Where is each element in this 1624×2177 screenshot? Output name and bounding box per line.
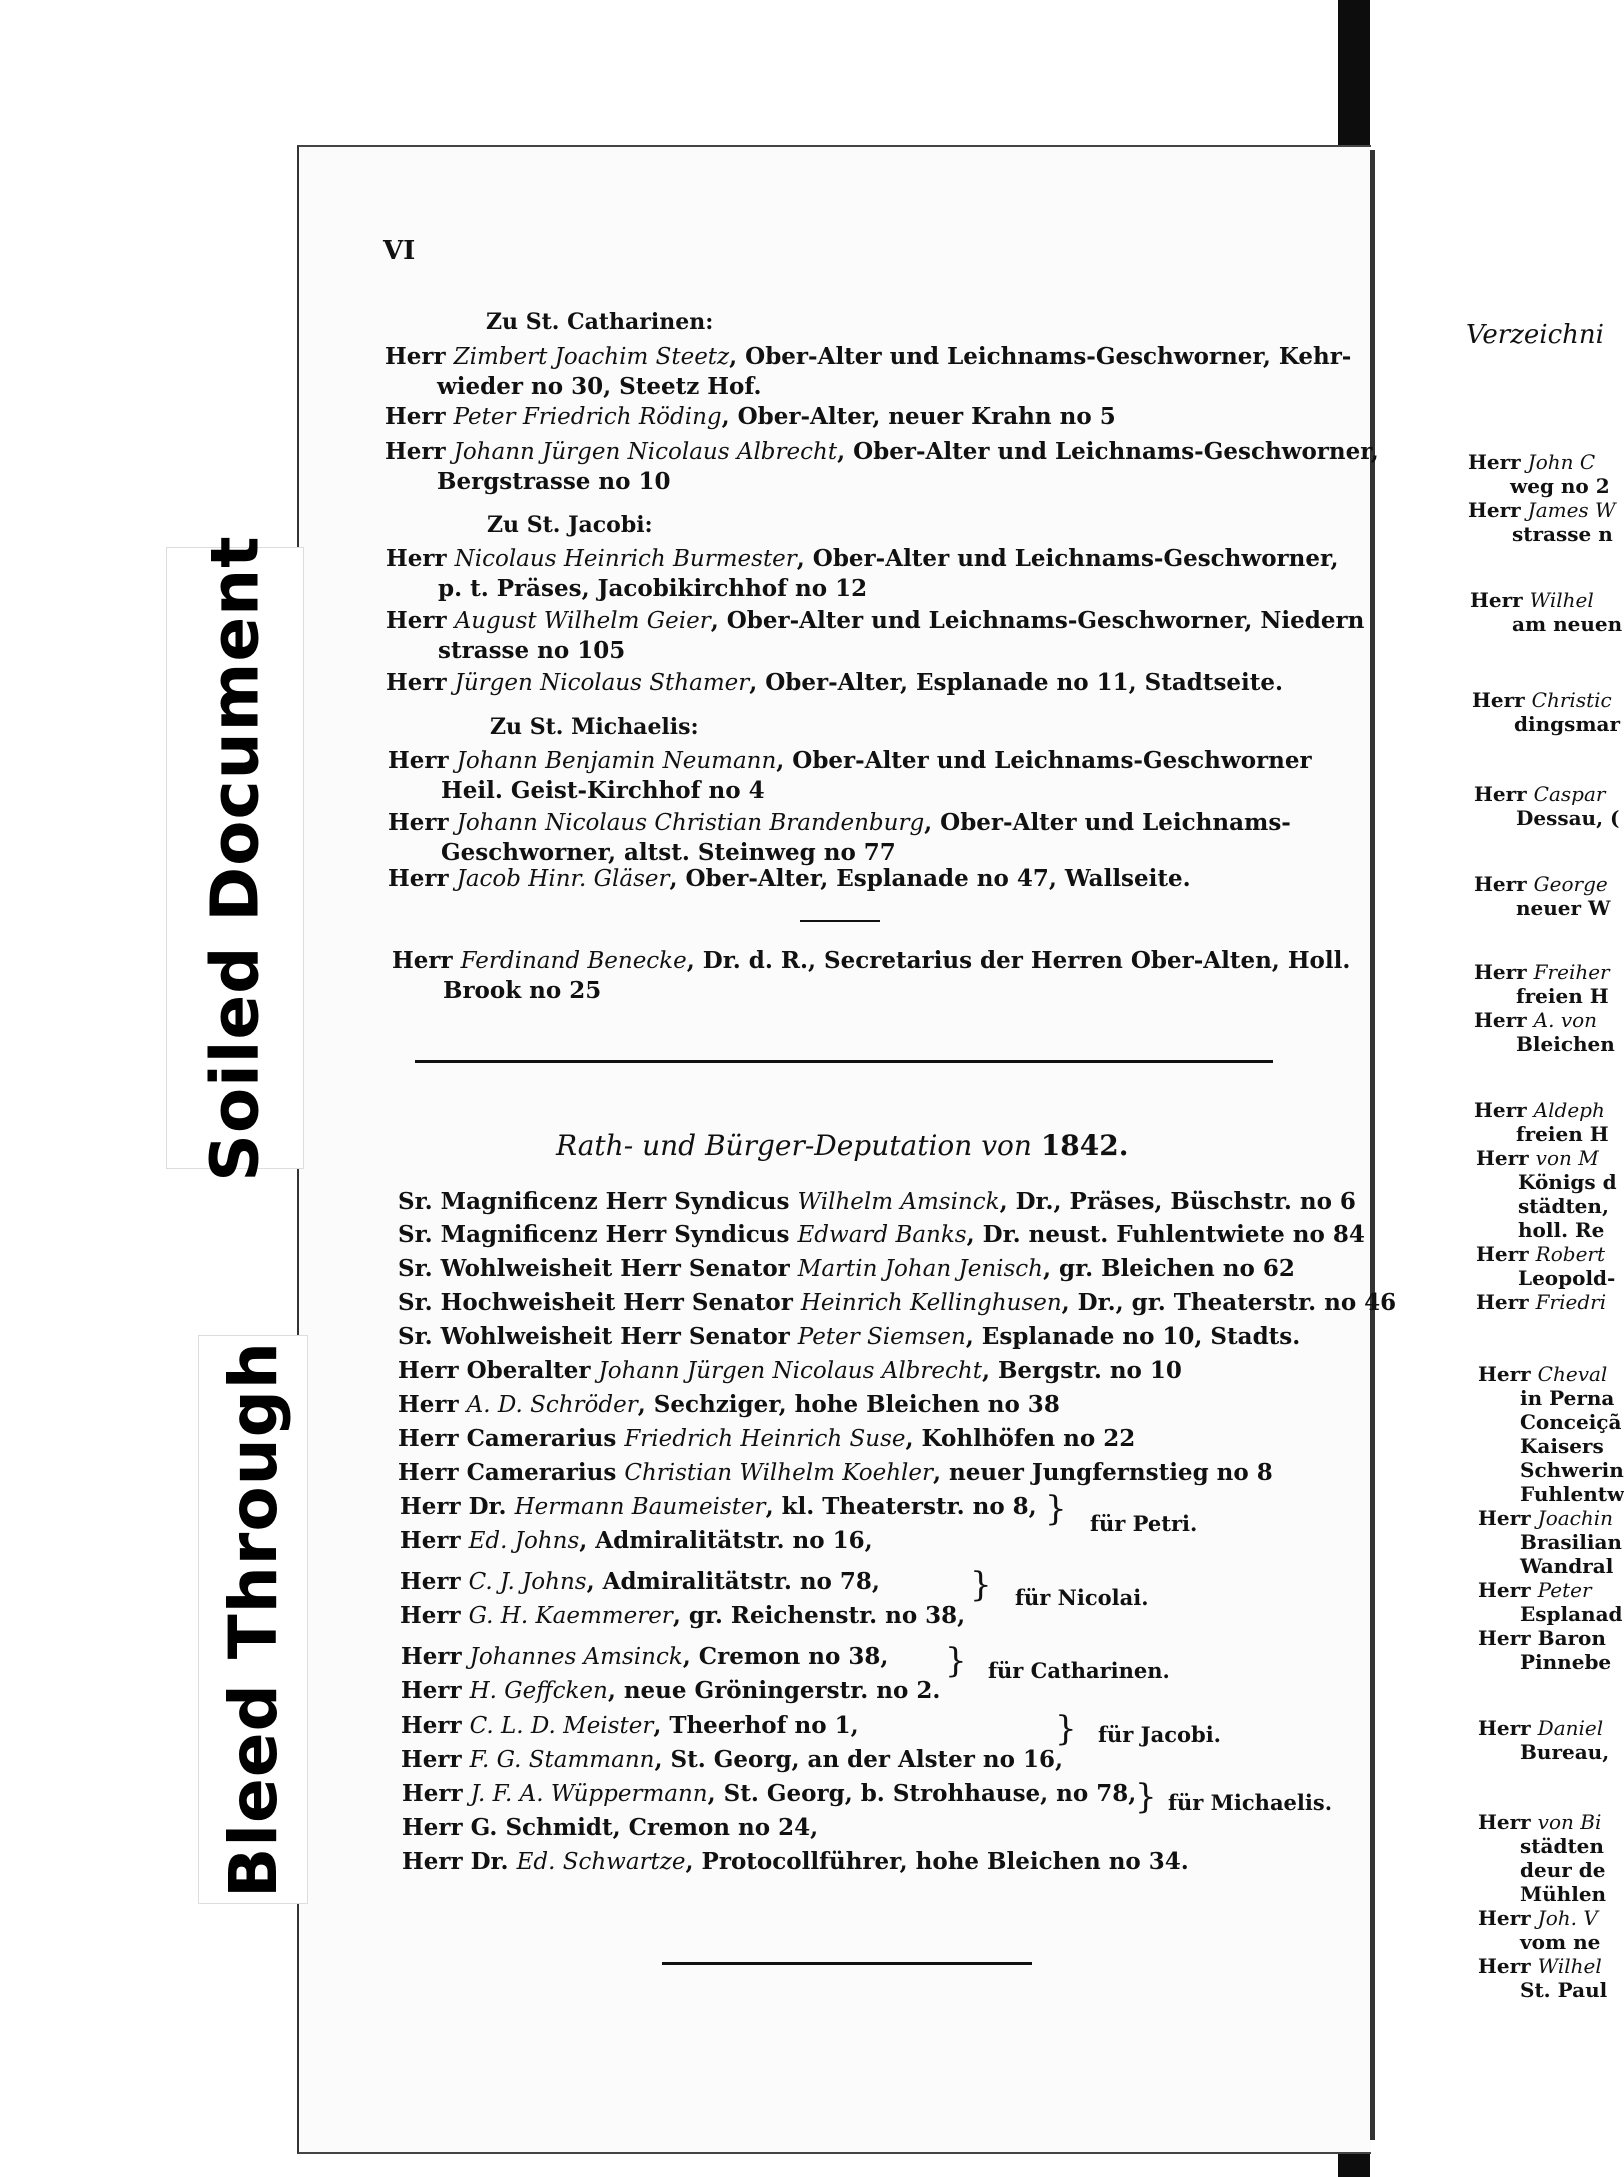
- entry-line-cont: Geschworner, altst. Steinweg no 77: [441, 839, 896, 866]
- right-fragment: Königs d: [1518, 1170, 1617, 1194]
- entry-line-cont: Heil. Geist-Kirchhof no 4: [441, 777, 765, 804]
- right-fragment: holl. Re: [1518, 1218, 1605, 1242]
- group-brace: }: [945, 1641, 967, 1681]
- right-fragment: neuer W: [1516, 896, 1611, 920]
- deputation-row: Sr. Hochweisheit Herr Senator Heinrich Kellinghusen, Dr., gr. Theaterstr. no 46: [398, 1289, 1397, 1316]
- right-fragment: Herr John C: [1468, 450, 1596, 474]
- deputation-row: Herr G. H. Kaemmerer, gr. Reichenstr. no 38,: [400, 1602, 966, 1629]
- group-label-nicolai: für Nicolai.: [1015, 1585, 1149, 1610]
- right-fragment: Brasilian: [1520, 1530, 1622, 1554]
- group-label-michaelis: für Michaelis.: [1168, 1790, 1333, 1815]
- right-fragment: Herr Peter: [1478, 1578, 1592, 1602]
- right-fragment: Bleichen: [1516, 1032, 1615, 1056]
- entry-line: Herr Jacob Hinr. Gläser, Ober-Alter, Esplanade no 47, Wallseite.: [388, 865, 1191, 892]
- entry-line: Herr Johann Nicolaus Christian Brandenburg, Ober-Alter und Leichnams-: [388, 809, 1291, 836]
- deputation-row: Herr Dr. Ed. Schwartze, Protocollführer, hohe Bleichen no 34.: [402, 1848, 1189, 1875]
- group-brace: }: [970, 1565, 992, 1605]
- deputation-row: Herr C. J. Johns, Admiralitätstr. no 78,: [400, 1568, 880, 1595]
- right-fragment: Fuhlentw: [1520, 1482, 1624, 1506]
- right-fragment: Schwerin: [1520, 1458, 1624, 1482]
- deputation-row: Sr. Wohlweisheit Herr Senator Peter Siemsen, Esplanade no 10, Stadts.: [398, 1323, 1301, 1350]
- right-fragment: Herr Joh. V: [1478, 1906, 1598, 1930]
- right-fragment: Bureau,: [1520, 1740, 1610, 1764]
- right-fragment: Herr Aldeph: [1474, 1098, 1605, 1122]
- right-fragment: Dessau, (: [1516, 806, 1620, 830]
- right-fragment: Herr Friedri: [1476, 1290, 1607, 1314]
- secretary-line-cont: Brook no 25: [443, 977, 602, 1004]
- right-fragment: St. Paul: [1520, 1978, 1608, 2002]
- section-heading-michaelis: Zu St. Michaelis:: [490, 714, 699, 740]
- right-fragment: deur de: [1520, 1858, 1606, 1882]
- entry-line-cont: wieder no 30, Steetz Hof.: [437, 373, 762, 400]
- right-fragment: Wandral: [1520, 1554, 1614, 1578]
- entry-line-cont: p. t. Präses, Jacobikirchhof no 12: [438, 575, 868, 602]
- deputation-row: Herr F. G. Stammann, St. Georg, an der Alster no 16,: [401, 1746, 1064, 1773]
- deputation-heading: Rath- und Bürger-Deputation von 1842.: [556, 1129, 1129, 1162]
- right-fragment: dingsmar: [1514, 712, 1621, 736]
- entry-line-cont: Bergstrasse no 10: [437, 468, 671, 495]
- deputation-row: Herr J. F. A. Wüppermann, St. Georg, b. Strohhause, no 78,: [402, 1780, 1137, 1807]
- short-divider: [800, 920, 880, 922]
- right-fragment: weg no 2: [1510, 474, 1610, 498]
- deputation-row: Sr. Magnificenz Herr Syndicus Wilhelm Amsinck, Dr., Präses, Büschstr. no 6: [398, 1188, 1356, 1215]
- right-fragment: am neuen: [1512, 612, 1623, 636]
- bleed-through-label: Bleed Through: [198, 1335, 308, 1904]
- right-fragment: Leopold-: [1518, 1266, 1616, 1290]
- section-heading-jacobi: Zu St. Jacobi:: [487, 512, 653, 538]
- deputation-row: Herr C. L. D. Meister, Theerhof no 1,: [401, 1712, 859, 1739]
- deputation-row: Herr A. D. Schröder, Sechziger, hohe Bleichen no 38: [398, 1391, 1060, 1418]
- right-fragment: vom ne: [1520, 1930, 1601, 1954]
- right-fragment: Herr Daniel: [1478, 1716, 1604, 1740]
- deputation-row: Herr Johannes Amsinck, Cremon no 38,: [401, 1643, 889, 1670]
- entry-line: Herr August Wilhelm Geier, Ober-Alter und Leichnams-Geschworner, Niedern: [386, 607, 1365, 634]
- deputation-row: Herr Ed. Johns, Admiralitätstr. no 16,: [400, 1527, 873, 1554]
- right-fragment: Esplanad: [1520, 1602, 1623, 1626]
- right-fragment: Conceiçã: [1520, 1410, 1622, 1434]
- right-fragment: Herr A. von: [1474, 1008, 1598, 1032]
- entry-line: Herr Zimbert Joachim Steetz, Ober-Alter und Leichnams-Geschworner, Kehr-: [385, 343, 1352, 370]
- right-fragment: Herr Freiher: [1474, 960, 1610, 984]
- deputation-row: Sr. Wohlweisheit Herr Senator Martin Johan Jenisch, gr. Bleichen no 62: [398, 1255, 1295, 1282]
- right-fragment: freien H: [1516, 1122, 1609, 1146]
- group-brace: }: [1055, 1709, 1077, 1749]
- right-fragment: Mühlen: [1520, 1882, 1607, 1906]
- entry-line-cont: strasse no 105: [438, 637, 626, 664]
- deputation-row: Herr Camerarius Friedrich Heinrich Suse, Kohlhöfen no 22: [398, 1425, 1136, 1452]
- group-label-jacobi: für Jacobi.: [1098, 1722, 1221, 1747]
- deputation-row: Sr. Magnificenz Herr Syndicus Edward Banks, Dr. neust. Fuhlentwiete no 84: [398, 1221, 1365, 1248]
- secretary-line: Herr Ferdinand Benecke, Dr. d. R., Secretarius der Herren Ober-Alten, Holl.: [392, 947, 1351, 974]
- right-fragment: Herr Baron: [1478, 1626, 1606, 1650]
- right-fragment: Herr Wilhel: [1470, 588, 1594, 612]
- deputation-row: Herr Oberalter Johann Jürgen Nicolaus Albrecht, Bergstr. no 10: [398, 1357, 1182, 1384]
- entry-line: Herr Nicolaus Heinrich Burmester, Ober-Alter und Leichnams-Geschworner,: [386, 545, 1339, 572]
- entry-line: Herr Peter Friedrich Röding, Ober-Alter, neuer Krahn no 5: [385, 403, 1116, 430]
- right-fragment: Herr George: [1474, 872, 1608, 896]
- bottom-divider: [662, 1962, 1032, 1965]
- soiled-document-label: Soiled Document: [166, 547, 304, 1169]
- group-brace: }: [1045, 1489, 1067, 1529]
- right-fragment: Herr Caspar: [1474, 782, 1606, 806]
- deputation-row: Herr Camerarius Christian Wilhelm Koehler, neuer Jungfernstieg no 8: [398, 1459, 1273, 1486]
- entry-line: Herr Johann Jürgen Nicolaus Albrecht, Ober-Alter und Leichnams-Geschworner,: [385, 438, 1379, 465]
- right-fragment: strasse n: [1512, 522, 1613, 546]
- right-fragment: Herr Wilhel: [1478, 1954, 1602, 1978]
- right-fragment: städten: [1520, 1834, 1604, 1858]
- right-fragment: freien H: [1516, 984, 1609, 1008]
- right-fragment: städten,: [1518, 1194, 1609, 1218]
- right-fragment: Herr Christic: [1472, 688, 1612, 712]
- right-fragment: in Perna: [1520, 1386, 1615, 1410]
- right-fragment: Herr von M: [1476, 1146, 1599, 1170]
- right-fragment: Pinnebe: [1520, 1650, 1612, 1674]
- right-fragment: Herr Joachin: [1478, 1506, 1614, 1530]
- deputation-row: Herr Dr. Hermann Baumeister, kl. Theaterstr. no 8,: [400, 1493, 1037, 1520]
- right-page-heading: Verzeichni: [1466, 320, 1604, 350]
- deputation-row: Herr G. Schmidt, Cremon no 24,: [402, 1814, 819, 1841]
- section-heading-catharinen: Zu St. Catharinen:: [486, 309, 714, 335]
- deputation-row: Herr H. Geffcken, neue Gröningerstr. no 2.: [401, 1677, 941, 1704]
- group-label-petri: für Petri.: [1090, 1511, 1198, 1536]
- entry-line: Herr Johann Benjamin Neumann, Ober-Alter und Leichnams-Geschworner: [388, 747, 1312, 774]
- group-brace: }: [1135, 1777, 1157, 1817]
- page-number: VI: [383, 236, 416, 266]
- right-fragment: Herr James W: [1468, 498, 1616, 522]
- long-divider: [415, 1060, 1273, 1063]
- right-fragment: Herr Robert: [1476, 1242, 1606, 1266]
- right-fragment: Herr von Bi: [1478, 1810, 1602, 1834]
- group-label-catharinen: für Catharinen.: [988, 1658, 1170, 1683]
- right-fragment: Kaisers: [1520, 1434, 1604, 1458]
- right-fragment: Herr Cheval: [1478, 1362, 1608, 1386]
- entry-line: Herr Jürgen Nicolaus Sthamer, Ober-Alter, Esplanade no 11, Stadtseite.: [386, 669, 1284, 696]
